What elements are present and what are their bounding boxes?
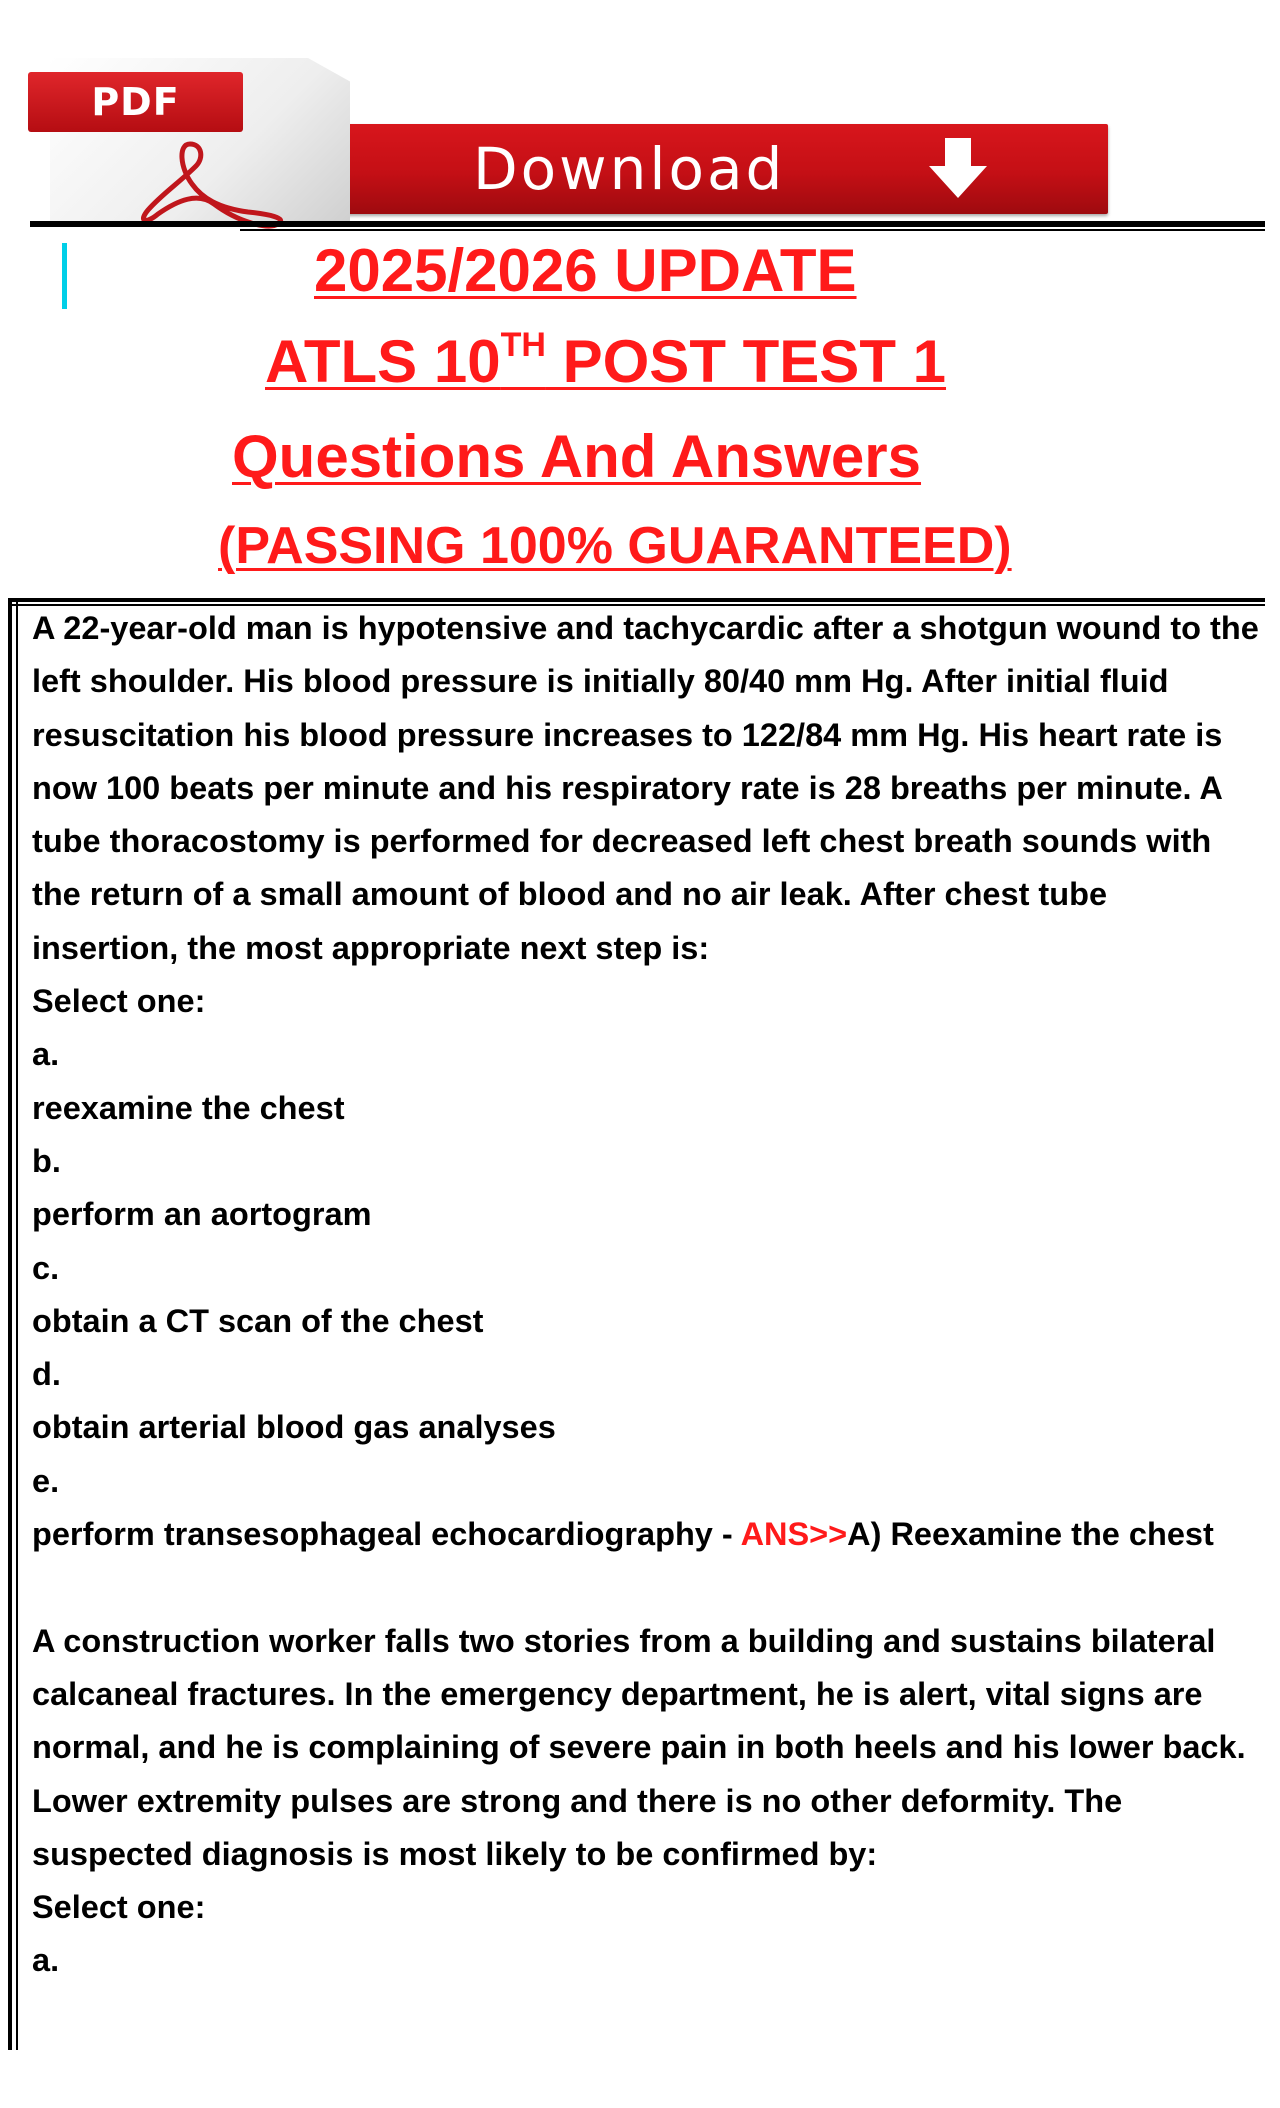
- question-1-prompt: Select one:: [32, 983, 206, 1020]
- q2-option-a-letter: a.: [32, 1942, 60, 1979]
- header-rule-thin: [240, 229, 1265, 231]
- header-rule: [30, 221, 1265, 227]
- q1-option-d-text: obtain arterial blood gas analyses: [32, 1409, 556, 1446]
- q1-option-a-text: reexamine the chest: [32, 1089, 345, 1126]
- q1-option-e-text: perform transesophageal echocardiography -: [32, 1516, 741, 1553]
- q1-option-e-with-answer: [32, 1508, 1260, 1561]
- q1-option-c-letter: c.: [32, 1249, 60, 1286]
- content-frame-left-inner: [16, 598, 18, 2050]
- pdf-label: PDF: [28, 72, 243, 132]
- download-arrow-icon: [923, 134, 993, 204]
- title-questions-answers: Questions And Answers: [232, 423, 922, 490]
- q1-option-a-letter: a.: [32, 1036, 60, 1073]
- download-label: Download: [473, 135, 786, 203]
- q1-option-b-letter: b.: [32, 1142, 61, 1179]
- title-atls-superscript: TH: [500, 326, 546, 364]
- title-atls-prefix: ATLS 10: [265, 328, 501, 395]
- q1-option-e-letter: e.: [32, 1462, 60, 1499]
- question-spacer: [32, 1561, 1260, 1614]
- q1-option-c-text: obtain a CT scan of the chest: [32, 1302, 484, 1339]
- q1-option-d-letter: d.: [32, 1356, 61, 1393]
- question-content: [32, 602, 1260, 1988]
- title-atls-suffix: POST TEST 1: [545, 328, 947, 395]
- question-1-stem: A 22-year-old man is hypotensive and tachycardic after a shotgun wound to the left shoulder. His blood pressure is initially 80/40 mm Hg. After initial fluid resuscitation his blood pressure increases to 122/84 mm Hg. His heart rate is now 100 beats per minute and his respiratory rate is 28 breaths per minute. A tube thoracostomy is performed for decreased left chest breath sounds with the return of a small amount of blood and no air leak. After chest tube insertion, the most appropriate next step is:: [32, 610, 1259, 966]
- content-frame-left: [8, 598, 12, 2050]
- title-update: 2025/2026 UPDATE: [314, 237, 857, 304]
- pdf-download-banner[interactable]: [28, 56, 1108, 228]
- question-2-stem: A construction worker falls two stories from a building and sustains bilateral calcaneal fractures. In the emergency department, he is alert, vital signs are normal, and he is complaining of severe pain in both heels and his lower back. Lower extremity pulses are strong and there is no other deformity. The suspected diagnosis is most likely to be confirmed by:: [32, 1622, 1246, 1872]
- pdf-document-icon: [28, 58, 340, 230]
- acrobat-logo-icon: [118, 138, 318, 230]
- q1-option-b-text: perform an aortogram: [32, 1196, 372, 1233]
- answer-marker: ANS>>: [740, 1516, 848, 1553]
- question-2-prompt: Select one:: [32, 1889, 206, 1926]
- title-guarantee: (PASSING 100% GUARANTEED): [218, 517, 1012, 575]
- title-atls: [265, 326, 946, 396]
- text-cursor-marker: [62, 243, 67, 309]
- q1-answer: A) Reexamine the chest: [847, 1516, 1214, 1553]
- download-strip[interactable]: [268, 124, 1108, 214]
